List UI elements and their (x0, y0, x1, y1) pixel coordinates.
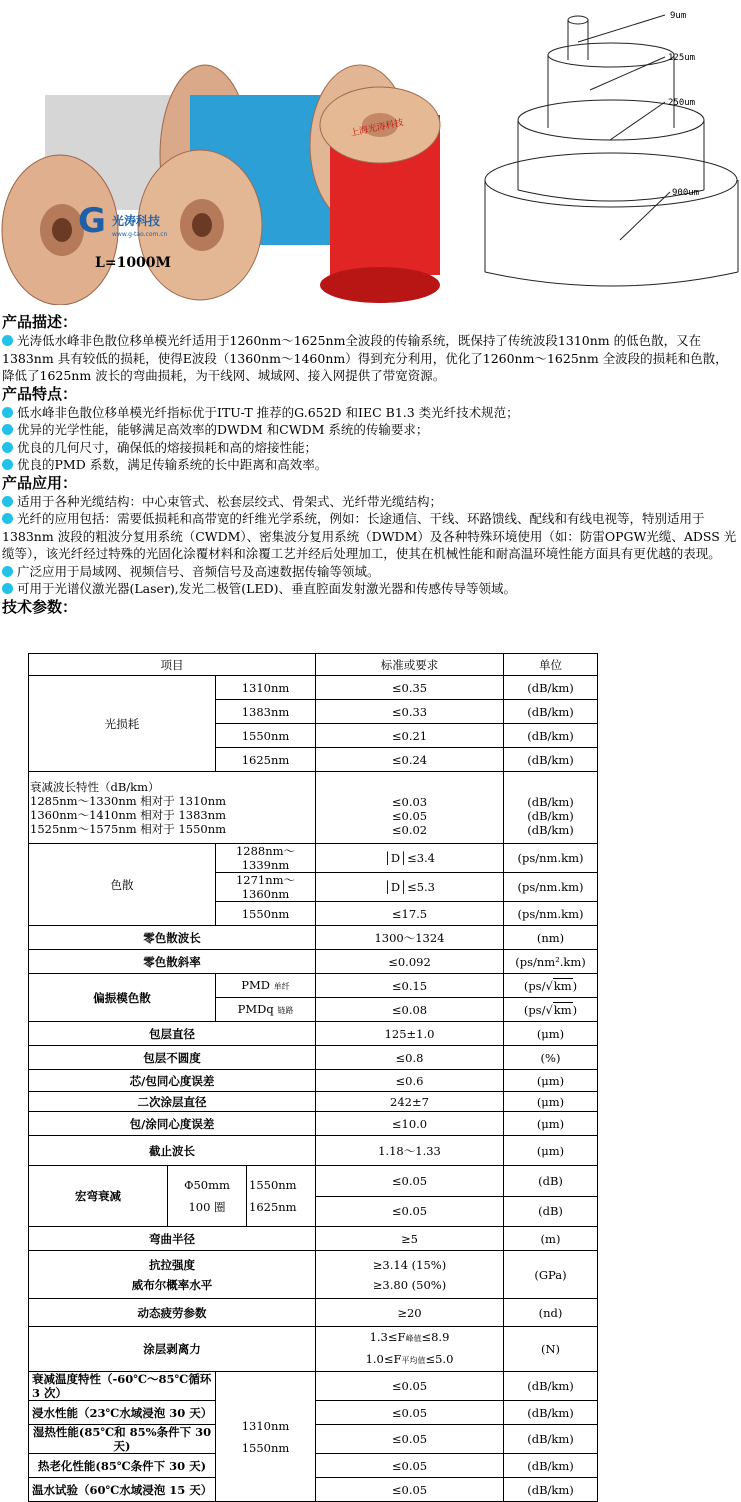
table-row: 温水试验（60℃水域浸泡 15 天） ≤0.05 (dB/km) (29, 1478, 598, 1502)
bullet-icon (2, 442, 13, 453)
application-item: 光纤的应用包括：需要低损耗和高带宽的纤维光学系统，例如：长途通信、干线、环路馈线、配线和有线电视等，特别适用于1383nm 波段的粗波分复用系统（CWDM）、密集波分复用系统（DWDM）及各种特殊环境使用（如：防雷OPGW光缆、ADSS 光缆等），该光纤经过特殊的光固化涂覆材料和涂覆工艺并经后处理加工，使其在机械性能和耐高温环境性能方面具有更优越的表现。 (2, 511, 737, 561)
table-row: 零色散斜率 ≤0.092 (ps/nm².km) (29, 950, 598, 974)
table-row: 二次涂层直径 242±7 (μm) (29, 1092, 598, 1112)
specs-title: 技术参数： (2, 597, 78, 616)
table-row: PMDq 链路 ≤0.08 (ps/√km) (29, 998, 598, 1022)
table-row: 抗拉强度 威布尔概率水平 ≥3.14 (15%) ≥3.80 (50%) (GPa) (29, 1251, 598, 1299)
desc-paragraph: 光涛低水峰非色散位移单模光纤适用于1260nm～1625nm全波段的传输系统，既保持了传统波段1310nm 的低色散，又在1383nm 具有较低的损耗，使得E波段（1360nm～1460nm）得到充分利用，优化了1260nm～1625nm 全波段的损耗和色散，降低了1625nm 波长的弯曲损耗，为干线网、城域网、接入网提供了带宽资源。 (2, 333, 728, 383)
table-row: 湿热性能(85℃和 85%条件下 30 天) ≤0.05 (dB/km) (29, 1425, 598, 1454)
table-row: 包层直径 125±1.0 (μm) (29, 1022, 598, 1046)
table-row: 浸水性能（23℃水域浸泡 30 天） ≤0.05 (dB/km) (29, 1401, 598, 1425)
table-row: 包/涂同心度误差 ≤10.0 (μm) (29, 1112, 598, 1136)
reel-print: 上海光涛科技 (349, 117, 405, 139)
features-title: 产品特点： (2, 384, 78, 403)
feature-item: 优异的光学性能，能够满足高效率的DWDM 和CWDM 系统的传输要求； (2, 421, 739, 439)
table-row: 包层不圆度 ≤0.8 (%) (29, 1046, 598, 1070)
label-900um: 900um (672, 188, 700, 198)
bullet-icon (2, 583, 13, 594)
logo-text: 光涛科技 (112, 214, 161, 228)
bullet-icon (2, 566, 13, 577)
application-item: 广泛应用于局域网、视频信号、音频信号及高速数据传输等领域。 (2, 563, 739, 581)
label-9um: 9um (670, 11, 687, 21)
table-row: 芯/包同心度误差 ≤0.6 (μm) (29, 1070, 598, 1092)
table-row: 零色散波长 1300～1324 (nm) (29, 926, 598, 950)
feature-item: 优良的PMD 系数，满足传输系统的长中距离和高效率。 (2, 456, 739, 474)
table-row: 1271nm～1360nm │D│≤5.3 (ps/nm.km) (29, 873, 598, 902)
application-item: 适用于各种光缆结构：中心束管式、松套层绞式、骨架式、光纤带光缆结构； (2, 493, 739, 511)
hero-banner (0, 0, 741, 310)
logo-url: www.g-tao.com.cn (112, 231, 168, 238)
table-row: 1550nm ≤0.21 (dB/km) (29, 724, 598, 748)
feature-item: 低水峰非色散位移单模光纤指标优于ITU-T 推荐的G.652D 和IEC B1.3 类光纤技术规范； (2, 404, 739, 422)
bullet-icon (2, 335, 13, 346)
label-125um: 125um (668, 53, 696, 63)
feature-item: 优良的几何尺寸，确保低的熔接损耗和高的熔接性能； (2, 439, 739, 457)
label-250um: 250um (668, 98, 696, 108)
bullet-icon (2, 407, 13, 418)
table-row: 动态疲劳参数 ≥20 (nd) (29, 1299, 598, 1327)
description-section (2, 313, 739, 617)
applications-title: 产品应用： (2, 473, 78, 492)
table-row: 热老化性能(85℃条件下 30 天) ≤0.05 (dB/km) (29, 1454, 598, 1478)
table-header-row: 项目 标准或要求 单位 (29, 654, 598, 676)
reel-length-label: L=1000M (95, 255, 172, 271)
table-row: 衰减温度特性（-60℃～85℃循环 3 次） 1310nm 1550nm ≤0.05 (dB/km) (29, 1372, 598, 1401)
table-row: 1550nm ≤17.5 (ps/nm.km) (29, 902, 598, 926)
table-row: 衰减波长特性（dB/km） 1285nm～1330nm 相对于 1310nm 1360nm～1410nm 相对于 1383nm 1525nm～1575nm 相对于 1550nm ≤0.03 ≤0.05 ≤0.02 (dB/km) (dB/km) (dB/km) (29, 772, 598, 844)
table-row: 弯曲半径 ≥5 (m) (29, 1227, 598, 1251)
table-row: 光损耗 1310nm ≤0.35 (dB/km) (29, 676, 598, 700)
table-row: 涂层剥离力 1.3≤F峰值≤8.9 1.0≤F平均值≤5.0 (N) (29, 1327, 598, 1372)
fiber-structure-diagram (480, 0, 741, 300)
bullet-icon (2, 459, 13, 470)
svg-text:G: G (78, 201, 106, 241)
spec-table (28, 653, 598, 1502)
table-row: 宏弯衰减 Φ50mm 100 圈 1550nm 1625nm ≤0.05 (dB) (29, 1166, 598, 1197)
fiber-reels-photo (0, 40, 470, 305)
desc-title: 产品描述： (2, 313, 78, 331)
bullet-icon (2, 424, 13, 435)
bullet-icon (2, 513, 13, 524)
table-row: 1625nm ≤0.24 (dB/km) (29, 748, 598, 772)
table-row: 截止波长 1.18～1.33 (μm) (29, 1136, 598, 1166)
table-row: ≤0.05 (dB) (29, 1196, 598, 1227)
table-row: 偏振模色散 PMD 单纤 ≤0.15 (ps/√km) (29, 974, 598, 998)
application-item: 可用于光谱仪激光器(Laser),发光二极管(LED)、垂直腔面发射激光器和传感传导等领域。 (2, 580, 739, 598)
table-row: 色散 1288nm～1339nm │D│≤3.4 (ps/nm.km) (29, 844, 598, 873)
table-row: 1383nm ≤0.33 (dB/km) (29, 700, 598, 724)
bullet-icon (2, 496, 13, 507)
